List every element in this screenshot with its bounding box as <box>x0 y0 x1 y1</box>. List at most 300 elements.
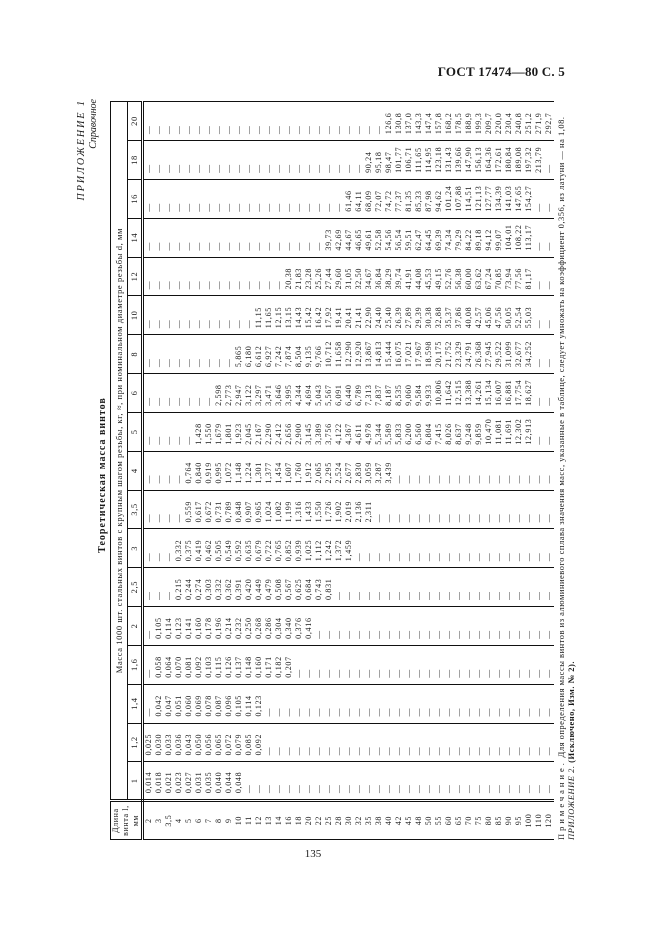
mass-cell: 2,677 <box>344 451 354 490</box>
mass-cell: 0,684 <box>304 568 314 607</box>
mass-cell: 30,38 <box>424 296 434 335</box>
empty-cell: — <box>484 762 494 801</box>
table-row <box>354 102 364 840</box>
mass-cell: 130,8 <box>394 102 404 141</box>
empty-cell: — <box>374 684 384 723</box>
empty-cell: — <box>304 141 314 180</box>
mass-cell: 17,92 <box>324 296 334 335</box>
empty-cell: — <box>214 218 224 257</box>
empty-cell: — <box>184 296 194 335</box>
table-row <box>294 102 304 840</box>
mass-cell: 2,295 <box>324 451 334 490</box>
appendix-2-text: (Исключено, Изм. № 2). <box>566 661 576 763</box>
mass-cell: 292,7 <box>544 102 554 141</box>
table-row <box>244 102 254 840</box>
empty-cell: — <box>374 568 384 607</box>
mass-cell: 2,947 <box>234 374 244 413</box>
mass-cell: 0,092 <box>254 723 264 762</box>
empty-cell: — <box>464 607 474 646</box>
table-row <box>224 102 234 840</box>
mass-cell: 49,61 <box>364 218 374 257</box>
empty-cell: — <box>494 451 504 490</box>
mass-cell: 70,85 <box>494 257 504 296</box>
mass-cell: 95,18 <box>374 141 384 180</box>
empty-cell: — <box>524 645 534 684</box>
mass-cell: 0,171 <box>264 645 274 684</box>
mass-cell: 6,180 <box>244 335 254 374</box>
empty-cell: — <box>514 607 524 646</box>
length-cell: 10 <box>234 801 244 840</box>
mass-cell: 52,58 <box>374 218 384 257</box>
length-cell: 18 <box>294 801 304 840</box>
mass-cell: 2,065 <box>314 451 324 490</box>
empty-cell: — <box>314 684 324 723</box>
empty-cell: — <box>194 102 204 141</box>
empty-cell: — <box>164 141 174 180</box>
empty-cell: — <box>294 218 304 257</box>
mass-cell: 18,598 <box>424 335 434 374</box>
mass-cell: 0,141 <box>184 607 194 646</box>
empty-cell: — <box>264 218 274 257</box>
empty-cell: — <box>154 257 164 296</box>
mass-cell: 0,064 <box>164 645 174 684</box>
mass-cell: 11,65 <box>264 296 274 335</box>
mass-cell: 0,058 <box>154 645 164 684</box>
mass-cell: 147,65 <box>514 179 524 218</box>
empty-cell: — <box>534 257 544 296</box>
mass-cell: 12,515 <box>454 374 464 413</box>
mass-cell: 1,372 <box>334 529 344 568</box>
empty-cell: — <box>404 529 414 568</box>
mass-cell: 0,014 <box>143 762 155 801</box>
mass-cell: 0,078 <box>204 684 214 723</box>
mass-cell: 54,56 <box>384 218 394 257</box>
length-cell: 14 <box>274 801 284 840</box>
mass-cell: 0,232 <box>234 607 244 646</box>
length-header: Длина винта l, мм <box>111 801 143 840</box>
mass-cell: 6,927 <box>264 335 274 374</box>
mass-cell: 0,831 <box>324 568 334 607</box>
table-row <box>504 102 514 840</box>
mass-cell: 5,589 <box>384 412 394 451</box>
mass-cell: 39,73 <box>324 218 334 257</box>
empty-cell: — <box>394 451 404 490</box>
mass-cell: 15,134 <box>484 374 494 413</box>
mass-cell: 11,15 <box>254 296 264 335</box>
mass-cell: 13,15 <box>284 296 294 335</box>
diameter-header: 8 <box>127 335 142 374</box>
length-cell: 22 <box>314 801 324 840</box>
empty-cell: — <box>364 684 374 723</box>
mass-cell: 25,40 <box>384 296 394 335</box>
mass-cell: 104,01 <box>504 218 514 257</box>
mass-cell: 64,11 <box>354 179 364 218</box>
mass-cell: 4,978 <box>364 412 374 451</box>
mass-cell: 32,677 <box>514 335 524 374</box>
empty-cell: — <box>474 490 484 529</box>
empty-cell: — <box>434 568 444 607</box>
empty-cell: — <box>143 490 155 529</box>
length-cell: 30 <box>344 801 354 840</box>
document-header: ГОСТ 17474—80 С. 5 <box>437 64 565 79</box>
empty-cell: — <box>204 296 214 335</box>
mass-cell: 147,4 <box>424 102 434 141</box>
empty-cell: — <box>354 102 364 141</box>
mass-cell: 16,42 <box>314 296 324 335</box>
mass-cell: 94,62 <box>434 179 444 218</box>
empty-cell: — <box>314 645 324 684</box>
mass-cell: 0,069 <box>194 684 204 723</box>
empty-cell: — <box>534 412 544 451</box>
empty-cell: — <box>174 335 184 374</box>
mass-cell: 61,46 <box>344 179 354 218</box>
diameter-header: 18 <box>127 141 142 180</box>
empty-cell: — <box>414 568 424 607</box>
empty-cell: — <box>544 723 554 762</box>
mass-cell: 69,39 <box>434 218 444 257</box>
empty-cell: — <box>334 762 344 801</box>
mass-cell: 0,178 <box>204 607 214 646</box>
mass-cell: 0,743 <box>314 568 324 607</box>
empty-cell: — <box>434 684 444 723</box>
mass-cell: 72,07 <box>374 179 384 218</box>
empty-cell: — <box>544 684 554 723</box>
mass-cell: 10,806 <box>434 374 444 413</box>
mass-cell: 3,646 <box>274 374 284 413</box>
empty-cell: — <box>364 645 374 684</box>
empty-cell: — <box>464 451 474 490</box>
empty-cell: — <box>174 102 184 141</box>
mass-cell: 7,415 <box>434 412 444 451</box>
mass-cell: 156,13 <box>474 141 484 180</box>
empty-cell: — <box>414 645 424 684</box>
empty-cell: — <box>504 762 514 801</box>
empty-cell: — <box>354 529 364 568</box>
mass-cell: 36,84 <box>374 257 384 296</box>
empty-cell: — <box>164 257 174 296</box>
table-row <box>364 102 374 840</box>
empty-cell: — <box>484 645 494 684</box>
table-row <box>334 102 344 840</box>
mass-cell: 251,2 <box>524 102 534 141</box>
mass-cell: 34,67 <box>364 257 374 296</box>
empty-cell: — <box>474 723 484 762</box>
empty-cell: — <box>174 490 184 529</box>
empty-cell: — <box>454 607 464 646</box>
length-cell: 6 <box>194 801 204 840</box>
mass-cell: 0,081 <box>184 645 194 684</box>
empty-cell: — <box>143 141 155 180</box>
mass-cell: 46,65 <box>354 218 364 257</box>
empty-cell: — <box>314 179 324 218</box>
mass-cell: 0,070 <box>174 645 184 684</box>
mass-cell: 16,007 <box>494 374 504 413</box>
mass-cell: 45,06 <box>484 296 494 335</box>
empty-cell: — <box>344 607 354 646</box>
empty-cell: — <box>284 218 294 257</box>
empty-cell: — <box>334 141 344 180</box>
mass-cell: 5,344 <box>374 412 384 451</box>
mass-cell: 13,867 <box>364 335 374 374</box>
empty-cell: — <box>304 102 314 141</box>
empty-cell: — <box>274 102 284 141</box>
mass-cell: 0,085 <box>244 723 254 762</box>
empty-cell: — <box>184 102 194 141</box>
empty-cell: — <box>354 645 364 684</box>
mass-cell: 172,61 <box>494 141 504 180</box>
empty-cell: — <box>324 141 334 180</box>
empty-cell: — <box>444 723 454 762</box>
empty-cell: — <box>143 412 155 451</box>
mass-cell: 0,907 <box>244 490 254 529</box>
length-cell: 20 <box>304 801 314 840</box>
mass-cell: 0,731 <box>214 490 224 529</box>
length-cell: 70 <box>464 801 474 840</box>
mass-cell: 0,567 <box>284 568 294 607</box>
table-row <box>344 102 354 840</box>
mass-cell: 4,367 <box>344 412 354 451</box>
mass-cell: 5,567 <box>324 374 334 413</box>
length-cell: 16 <box>284 801 294 840</box>
mass-cell: 0,087 <box>214 684 224 723</box>
mass-cell: 11,691 <box>504 412 514 451</box>
empty-cell: — <box>344 762 354 801</box>
empty-cell: — <box>143 451 155 490</box>
mass-cell: 60,00 <box>464 257 474 296</box>
mass-cell: 14,261 <box>474 374 484 413</box>
mass-cell: 1,199 <box>284 490 294 529</box>
mass-cell: 2,311 <box>364 490 374 529</box>
empty-cell: — <box>264 102 274 141</box>
empty-cell: — <box>424 529 434 568</box>
mass-cell: 101,77 <box>394 141 404 180</box>
diameter-header: 2 <box>127 607 142 646</box>
mass-cell: 17,967 <box>414 335 424 374</box>
empty-cell: — <box>534 218 544 257</box>
length-cell: 32 <box>354 801 364 840</box>
diameter-header: 20 <box>127 102 142 141</box>
mass-cell: 9,933 <box>424 374 434 413</box>
empty-cell: — <box>154 490 164 529</box>
mass-cell: 1,912 <box>304 451 314 490</box>
length-cell: 8 <box>214 801 224 840</box>
mass-cell: 1,072 <box>224 451 234 490</box>
mass-cell: 40,08 <box>464 296 474 335</box>
mass-cell: 89,18 <box>474 218 484 257</box>
empty-cell: — <box>194 296 204 335</box>
mass-cell: 180,84 <box>504 141 514 180</box>
empty-cell: — <box>434 645 444 684</box>
mass-cell: 123,18 <box>434 141 444 180</box>
empty-cell: — <box>284 684 294 723</box>
empty-cell: — <box>274 257 284 296</box>
empty-cell: — <box>484 568 494 607</box>
empty-cell: — <box>524 451 534 490</box>
mass-cell: 5,865 <box>234 335 244 374</box>
mass-cell: 24,791 <box>464 335 474 374</box>
mass-cell: 0,021 <box>164 762 174 801</box>
mass-cell: 12,920 <box>354 335 364 374</box>
length-cell: 3 <box>154 801 164 840</box>
empty-cell: — <box>334 179 344 218</box>
mass-cell: 0,114 <box>244 684 254 723</box>
empty-cell: — <box>544 257 554 296</box>
empty-cell: — <box>504 529 514 568</box>
empty-cell: — <box>364 568 374 607</box>
empty-cell: — <box>524 568 534 607</box>
mass-cell: 4,344 <box>294 374 304 413</box>
length-cell: 3,5 <box>164 801 174 840</box>
empty-cell: — <box>284 179 294 218</box>
mass-cell: 21,41 <box>354 296 364 335</box>
empty-cell: — <box>204 335 214 374</box>
mass-cell: 31,099 <box>504 335 514 374</box>
empty-cell: — <box>254 218 264 257</box>
mass-cell: 0,096 <box>224 684 234 723</box>
mass-cell: 0,995 <box>214 451 224 490</box>
empty-cell: — <box>224 296 234 335</box>
table-row <box>304 102 314 840</box>
mass-cell: 0,764 <box>184 451 194 490</box>
empty-cell: — <box>354 607 364 646</box>
mass-cell: 27,89 <box>404 296 414 335</box>
empty-cell: — <box>544 141 554 180</box>
empty-cell: — <box>394 645 404 684</box>
mass-cell: 9,584 <box>414 374 424 413</box>
empty-cell: — <box>474 529 484 568</box>
empty-cell: — <box>164 412 174 451</box>
empty-cell: — <box>534 374 544 413</box>
empty-cell: — <box>143 257 155 296</box>
table-row <box>194 102 204 840</box>
empty-cell: — <box>414 684 424 723</box>
mass-cell: 0,018 <box>154 762 164 801</box>
diameter-header: 2,5 <box>127 568 142 607</box>
table-row <box>414 102 424 840</box>
appendix-1-title: ПРИЛОЖЕНИЕ 1 <box>76 99 87 201</box>
empty-cell: — <box>384 684 394 723</box>
empty-cell: — <box>194 335 204 374</box>
mass-cell: 0,065 <box>214 723 224 762</box>
empty-cell: — <box>184 374 194 413</box>
length-cell: 35 <box>364 801 374 840</box>
empty-cell: — <box>434 451 444 490</box>
length-cell: 25 <box>324 801 334 840</box>
mass-cell: 0,679 <box>254 529 264 568</box>
empty-cell: — <box>154 102 164 141</box>
mass-cell: 0,023 <box>174 762 184 801</box>
length-cell: 120 <box>544 801 554 840</box>
mass-cell: 0,030 <box>154 723 164 762</box>
mass-cell: 0,044 <box>224 762 234 801</box>
mass-cell: 0,027 <box>184 762 194 801</box>
table-row <box>284 102 294 840</box>
mass-cell: 1,316 <box>294 490 304 529</box>
empty-cell: — <box>424 762 434 801</box>
mass-cell: 7,242 <box>274 335 284 374</box>
mass-cell: 0,036 <box>174 723 184 762</box>
empty-cell: — <box>234 218 244 257</box>
mass-cell: 13,388 <box>464 374 474 413</box>
mass-cell: 26,39 <box>394 296 404 335</box>
empty-cell: — <box>264 179 274 218</box>
empty-cell: — <box>314 607 324 646</box>
empty-cell: — <box>174 141 184 180</box>
empty-cell: — <box>344 645 354 684</box>
mass-cell: 29,39 <box>414 296 424 335</box>
empty-cell: — <box>534 607 544 646</box>
mass-cell: 59,51 <box>404 218 414 257</box>
mass-cell: 134,39 <box>494 179 504 218</box>
empty-cell: — <box>154 296 164 335</box>
mass-cell: 41,91 <box>404 257 414 296</box>
empty-cell: — <box>344 723 354 762</box>
mass-cell: 0,376 <box>294 607 304 646</box>
mass-cell: 0,479 <box>264 568 274 607</box>
empty-cell: — <box>314 102 324 141</box>
empty-cell: — <box>464 684 474 723</box>
empty-cell: — <box>394 684 404 723</box>
empty-cell: — <box>354 568 364 607</box>
empty-cell: — <box>404 684 414 723</box>
mass-cell: 16,075 <box>394 335 404 374</box>
mass-cell: 8,026 <box>444 412 454 451</box>
mass-cell: 0,042 <box>154 684 164 723</box>
empty-cell: — <box>414 723 424 762</box>
empty-cell: — <box>494 684 504 723</box>
mass-cell: 5,833 <box>394 412 404 451</box>
mass-cell: 6,091 <box>334 374 344 413</box>
mass-cell: 147,90 <box>464 141 474 180</box>
empty-cell: — <box>514 568 524 607</box>
table-row <box>154 102 164 840</box>
empty-cell: — <box>374 490 384 529</box>
empty-cell: — <box>504 645 514 684</box>
table-row <box>254 102 264 840</box>
mass-cell: 0,050 <box>194 723 204 762</box>
length-cell: 60 <box>444 801 454 840</box>
empty-cell: — <box>504 723 514 762</box>
mass-cell: 68,09 <box>364 179 374 218</box>
mass-cell: 94,12 <box>484 218 494 257</box>
page-number: 135 <box>304 848 322 860</box>
empty-cell: — <box>234 102 244 141</box>
mass-cell: 81,35 <box>404 179 414 218</box>
mass-cell: 1,377 <box>264 451 274 490</box>
length-cell: 9 <box>224 801 234 840</box>
mass-cell: 1,607 <box>284 451 294 490</box>
mass-cell: 0,214 <box>224 607 234 646</box>
length-cell: 12 <box>254 801 264 840</box>
rotated-appendix-block <box>70 95 615 855</box>
mass-cell: 77,56 <box>514 257 524 296</box>
mass-cell: 0,114 <box>164 607 174 646</box>
empty-cell: — <box>194 141 204 180</box>
empty-cell: — <box>444 607 454 646</box>
empty-cell: — <box>154 374 164 413</box>
empty-cell: — <box>514 645 524 684</box>
mass-cell: 37,86 <box>454 296 464 335</box>
empty-cell: — <box>143 607 155 646</box>
mass-cell: 1,902 <box>334 490 344 529</box>
mass-cell: 0,332 <box>174 529 184 568</box>
empty-cell: — <box>334 102 344 141</box>
mass-cell: 0,250 <box>244 607 254 646</box>
empty-cell: — <box>404 607 414 646</box>
empty-cell: — <box>164 102 174 141</box>
mass-cell: 114,95 <box>424 141 434 180</box>
empty-cell: — <box>474 568 484 607</box>
